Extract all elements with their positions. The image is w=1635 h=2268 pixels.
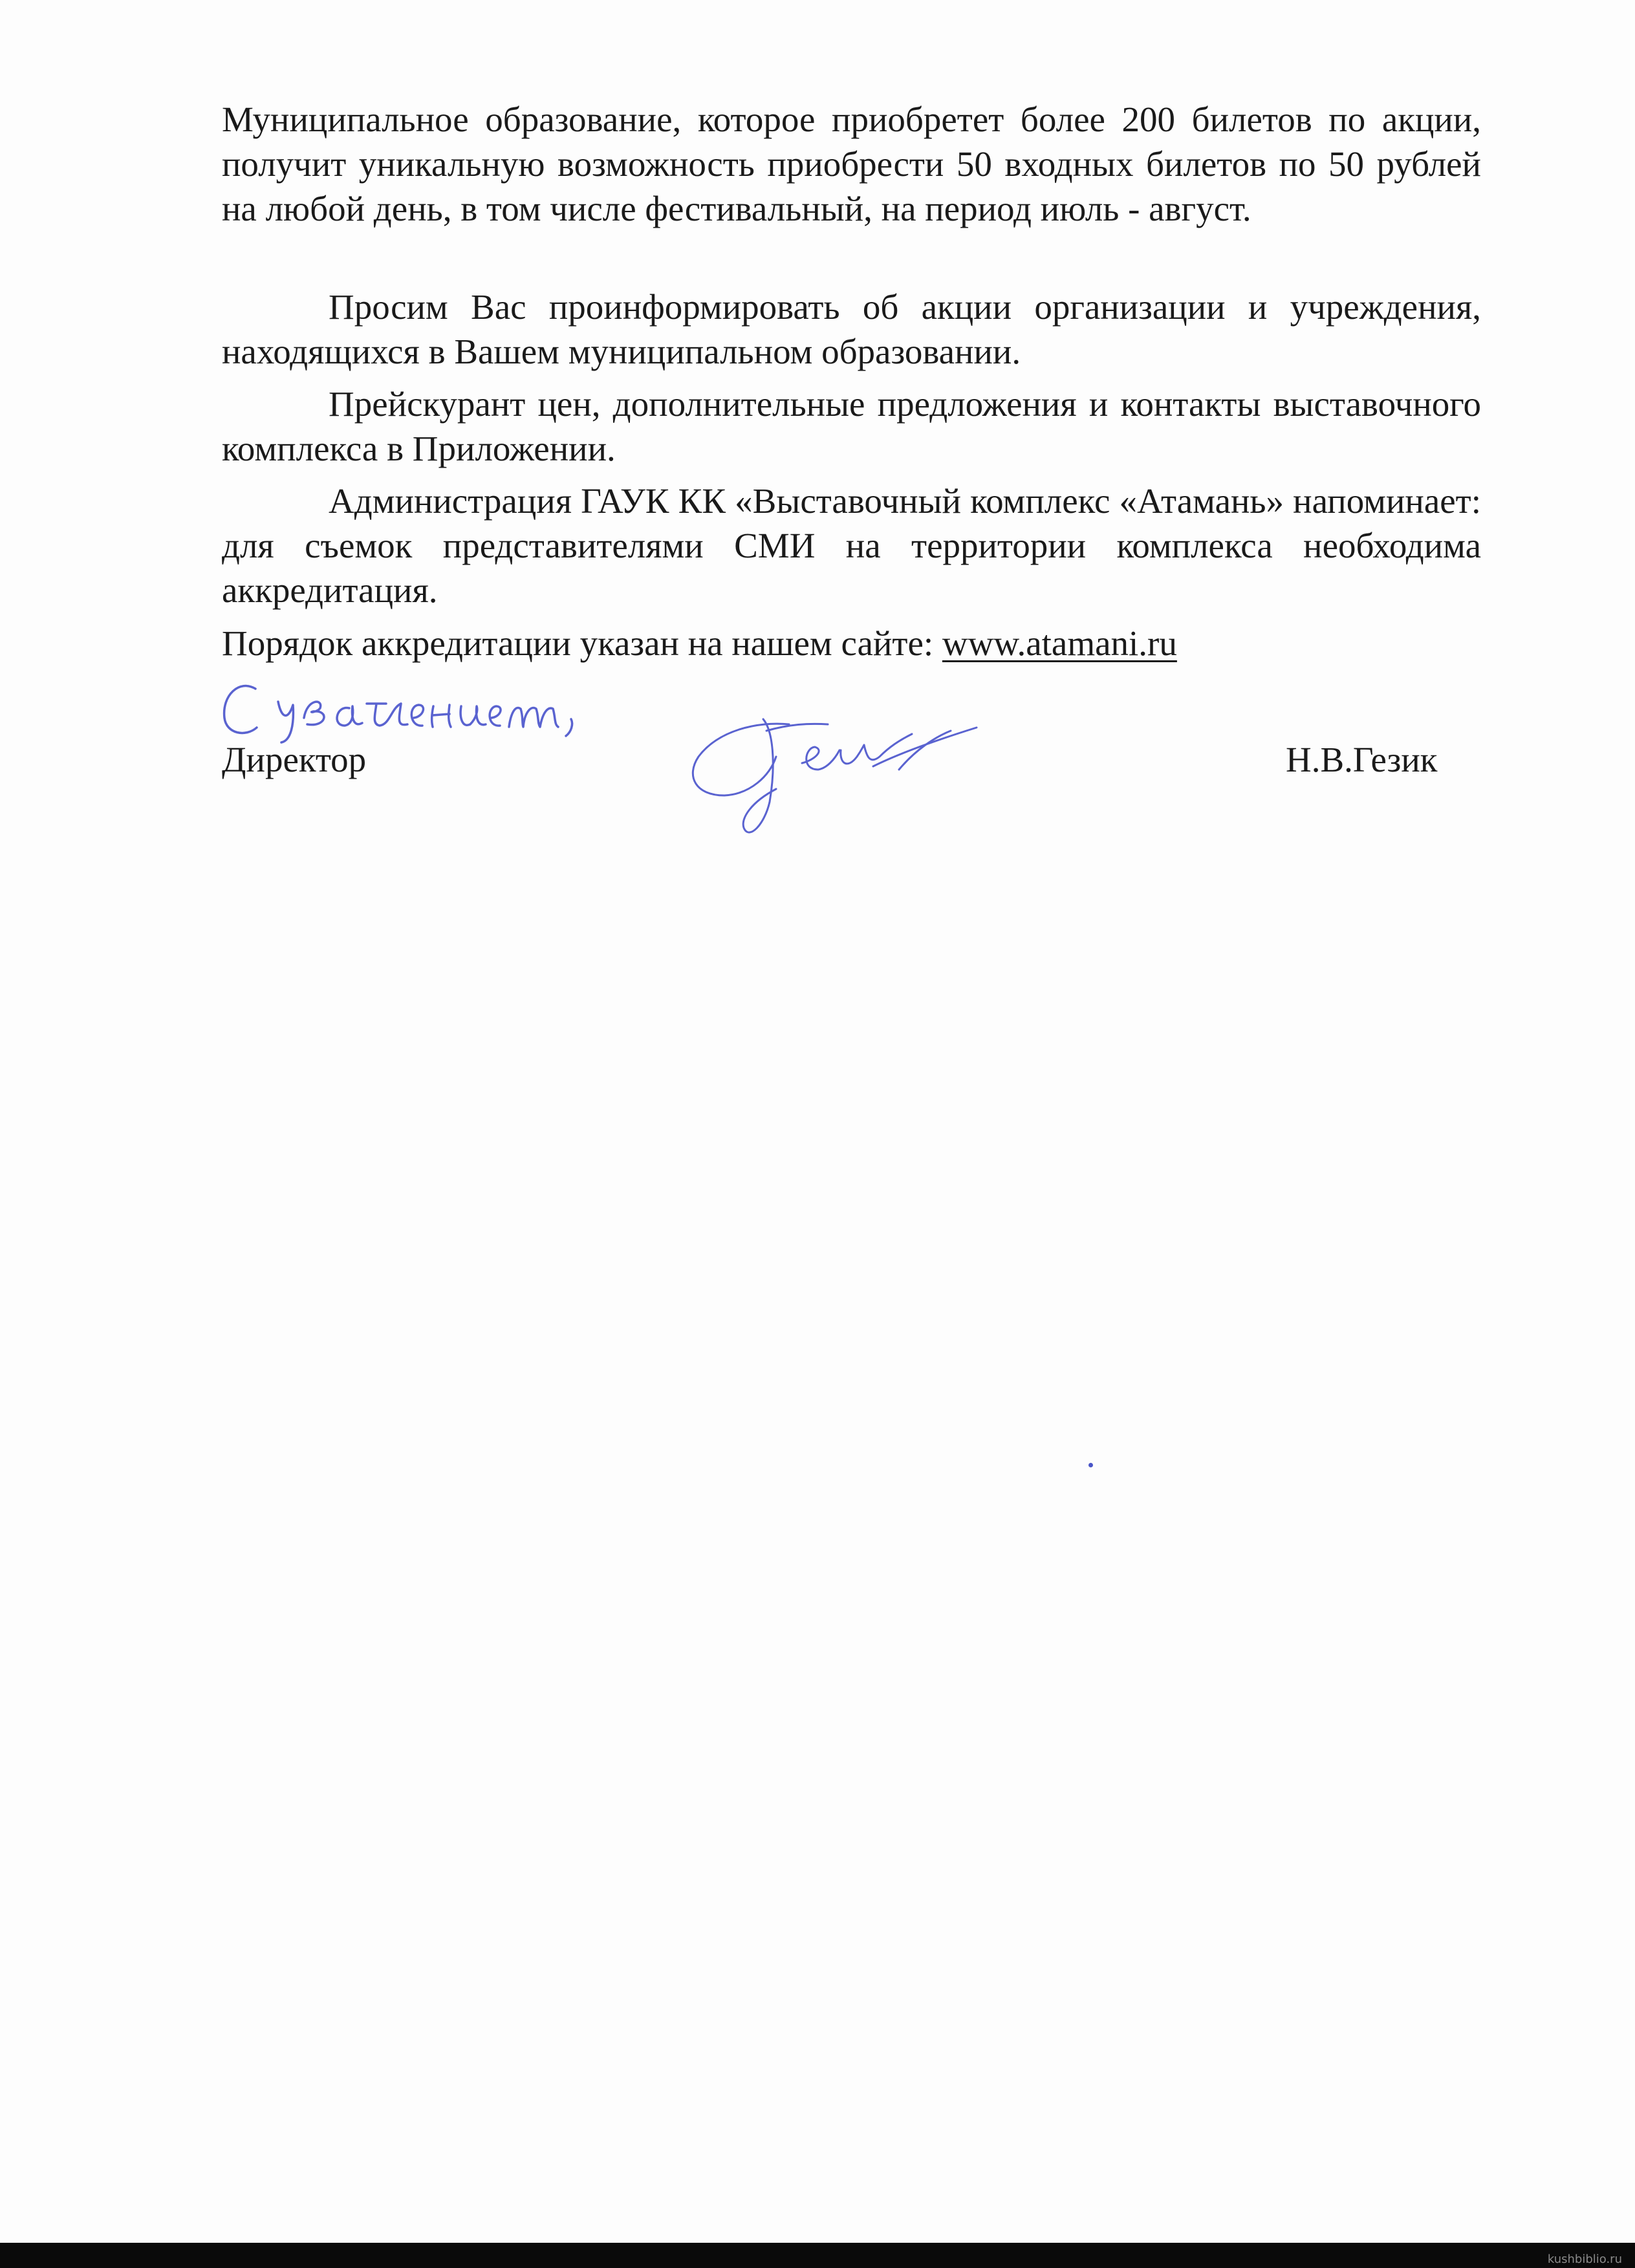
watermark: kushbiblio.ru: [1547, 2252, 1622, 2266]
scan-edge-bar: [0, 2243, 1635, 2268]
paragraph-accreditation-notice: Администрация ГАУК КК «Выставочный комплекс «Атамань» напоминает: для съемок представителями СМИ на территории комплекса необходима аккредитация.: [222, 481, 1481, 610]
paragraph-ticket-offer: Муниципальное образование, которое приобретет более 200 билетов по акции, получит уникальную возможность приобрести 50 входных билетов по 50 рублей на любой день, в том числе фестивальный, на период июль - август.: [222, 100, 1481, 228]
website-link[interactable]: www.atamani.ru: [942, 623, 1177, 663]
signature: [679, 705, 990, 847]
signatory-name: Н.В.Гезик: [1286, 740, 1438, 779]
accreditation-text: Порядок аккредитации указан на нашем сайте:: [222, 623, 942, 663]
paragraph-request-inform: Просим Вас проинформировать об акции организации и учреждения, находящихся в Вашем муниципальном образовании.: [222, 287, 1481, 371]
paragraph-price-list: Прейскурант цен, дополнительные предложения и контакты выставочного комплекса в Приложении.: [222, 384, 1481, 468]
signatory-title: Директор: [222, 740, 367, 779]
accreditation-line: [222, 621, 1177, 665]
handwritten-closing: [217, 673, 695, 744]
ink-speck: [1088, 1463, 1093, 1467]
